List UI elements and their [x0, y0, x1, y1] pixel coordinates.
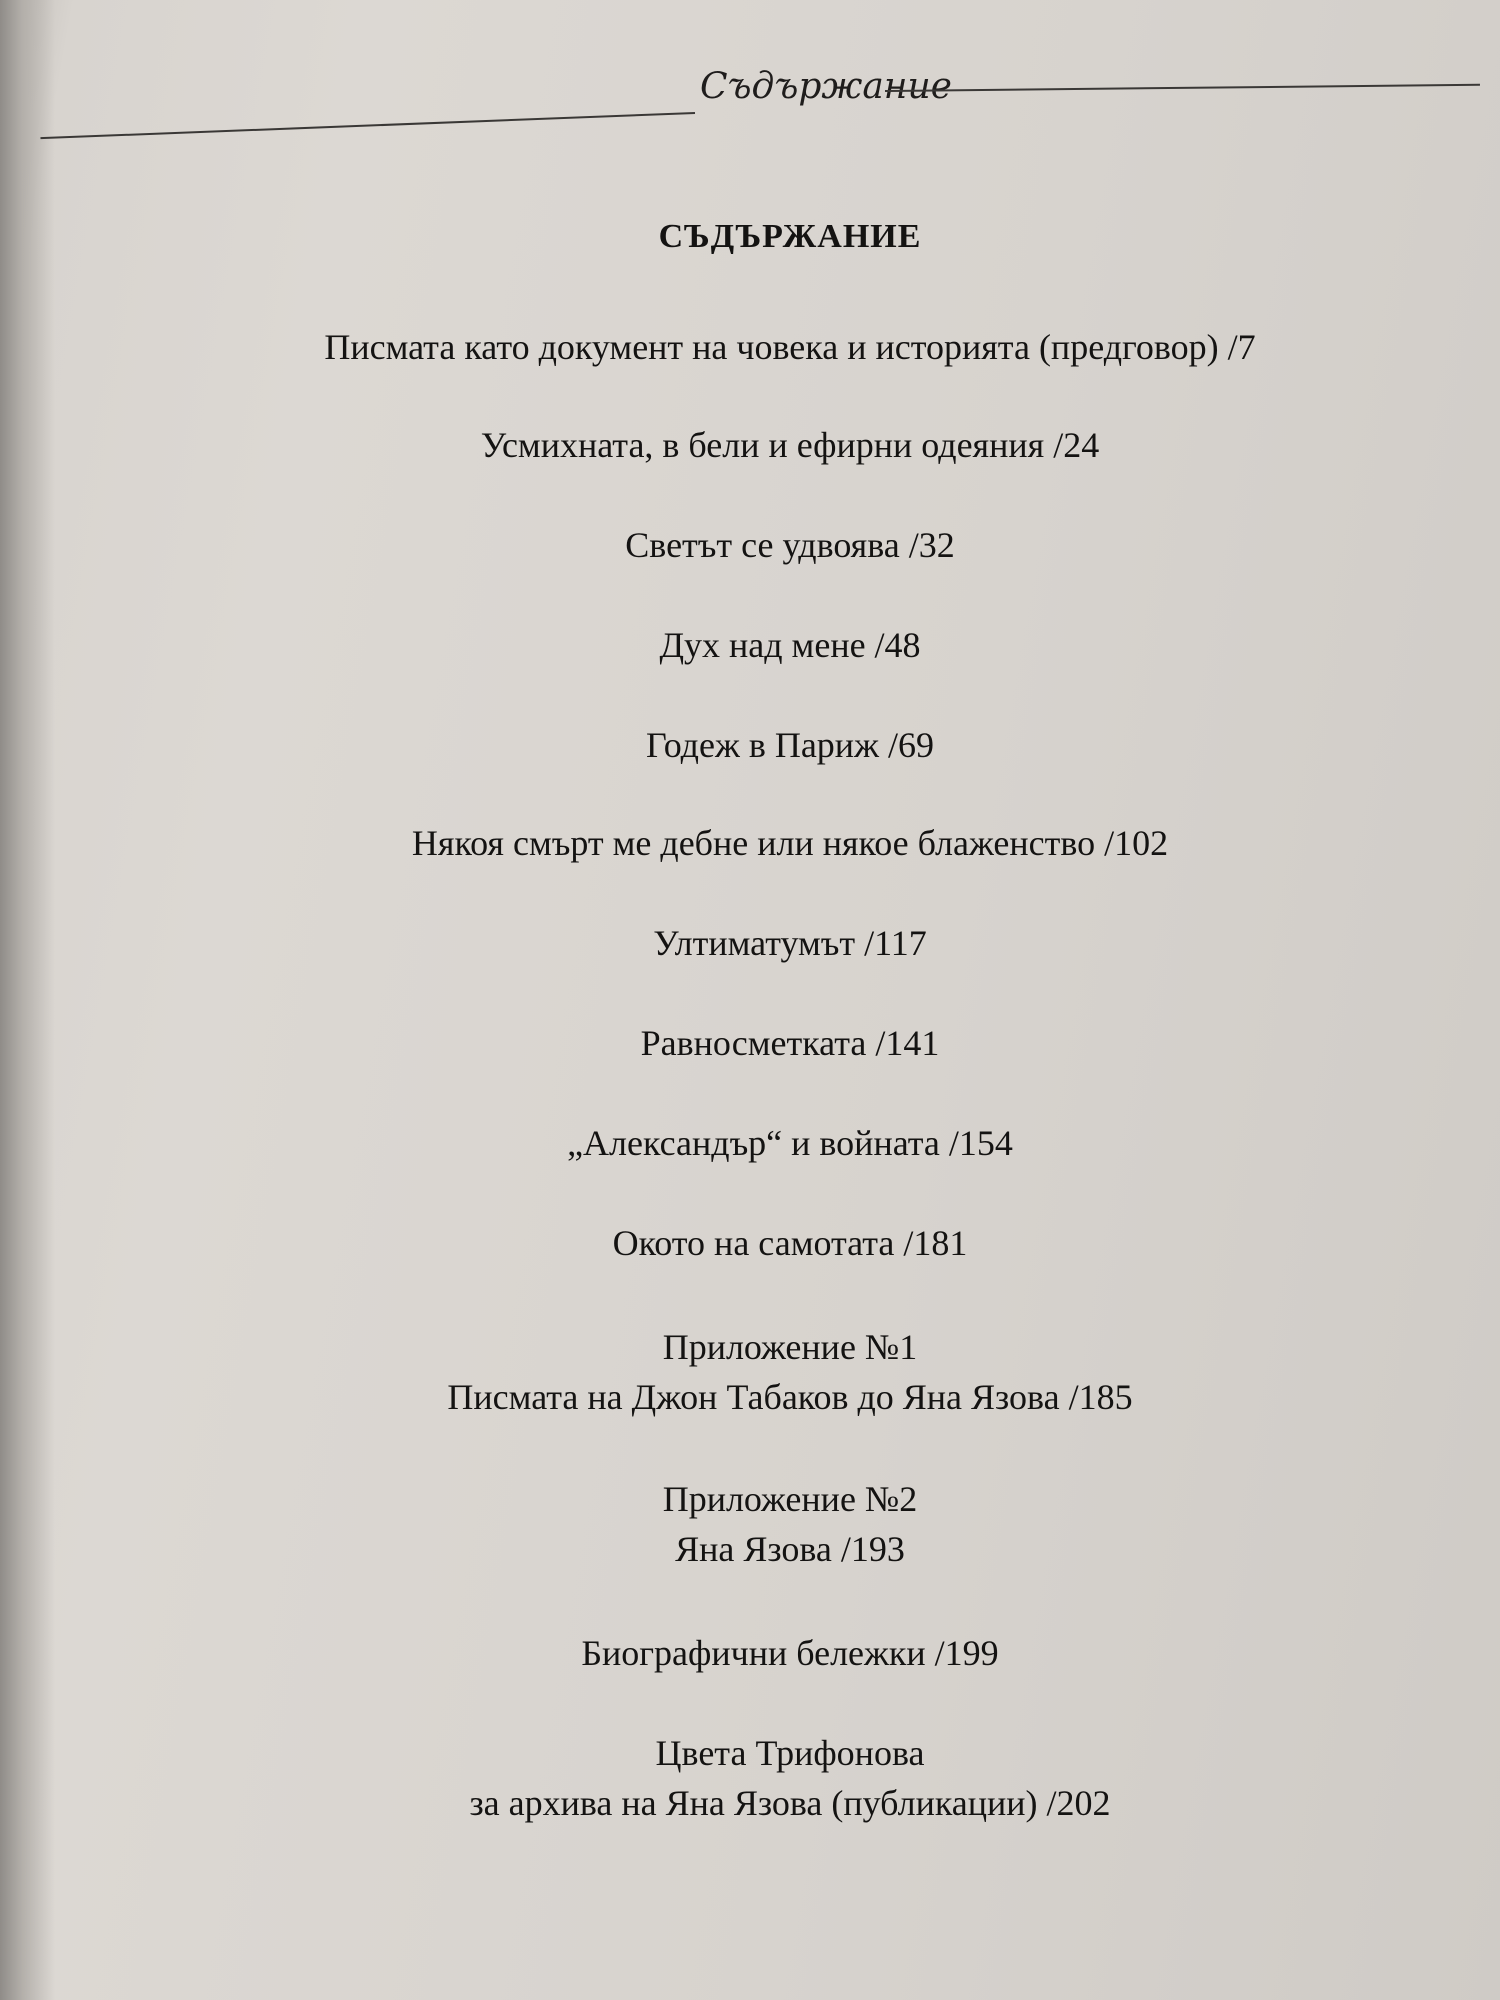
- toc-entry-line: Равносметката /141: [640, 1023, 940, 1063]
- toc-entry: [80, 620, 1500, 670]
- toc-entry-line: Цвета Трифонова: [655, 1733, 925, 1773]
- toc-entry-line: „Александър“ и войната /154: [567, 1123, 1013, 1163]
- toc-entry-line: Яна Язова /193: [675, 1529, 905, 1569]
- toc-entry-line: Писмата на Джон Табаков до Яна Язова /185: [447, 1377, 1133, 1417]
- toc-entry: [80, 720, 1500, 770]
- toc-entry-line: Ултиматумът /117: [653, 923, 927, 963]
- toc-entry: [80, 818, 1500, 868]
- toc-entry: [80, 520, 1500, 570]
- toc-entry: [80, 1474, 1500, 1574]
- toc-entry-line: Приложение №1: [662, 1327, 918, 1367]
- toc-entry: [80, 1628, 1500, 1678]
- toc-entry-line: Писмата като документ на човека и историята (предговор) /7: [324, 327, 1256, 367]
- toc-entry: [80, 1018, 1500, 1068]
- toc-entry: [80, 1322, 1500, 1422]
- toc-entry-line: за архива на Яна Язова (публикации) /202: [469, 1783, 1111, 1823]
- toc-entry-line: Усмихната, в бели и ефирни одеяния /24: [480, 425, 1100, 465]
- toc-entry: [80, 1218, 1500, 1268]
- table-of-contents: [80, 0, 1500, 2000]
- toc-entry-line: Биографични бележки /199: [581, 1633, 999, 1673]
- running-header-title: Съдържание: [700, 66, 952, 107]
- toc-entry-line: Някоя смърт ме дебне или някое блаженство /102: [411, 823, 1169, 863]
- toc-entry-line: Светът се удвоява /32: [625, 525, 955, 565]
- toc-entry: [80, 918, 1500, 968]
- toc-entry: [80, 322, 1500, 372]
- book-spine-shadow: [0, 0, 55, 2000]
- toc-entry-line: Годеж в Париж /69: [646, 725, 934, 765]
- toc-entry: [80, 1728, 1500, 1828]
- toc-heading: СЪДЪРЖАНИЕ: [658, 218, 922, 255]
- toc-entry: [80, 420, 1500, 470]
- toc-entry-line: Приложение №2: [662, 1479, 918, 1519]
- toc-entry-line: Окото на самотата /181: [612, 1223, 968, 1263]
- toc-entry: [80, 1118, 1500, 1168]
- toc-entry-line: Дух над мене /48: [659, 625, 921, 665]
